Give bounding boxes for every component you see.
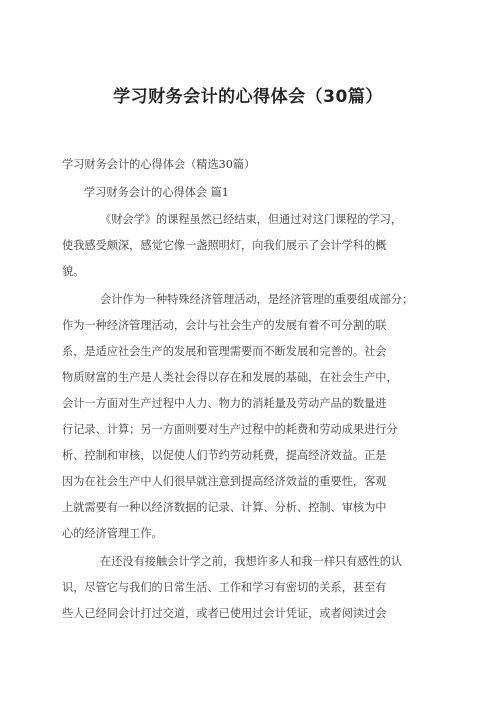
text-line: 识，尽管它与我们的日常生活、工作和学习有密切的关系，甚至有 [62, 581, 387, 594]
text-line: 些人已经同会计打过交道，或者已使用过会计凭证，或者阅读过会 [62, 607, 387, 620]
text-line: 会计作为一种特殊经济管理活动，是经济管理的重要组成部分； [100, 293, 414, 306]
text-line: 行记录、计算；另一方面则要对生产过程中的耗费和劳动成果进行分 [62, 423, 398, 436]
text-line: 上就需要有一种以经济数据的记录、计算、分析、控制、审核为中 [62, 501, 387, 514]
text-line: 作为一种经济管理活动，会计与社会生产的发展有着不可分割的联 [62, 319, 387, 332]
text-line: 会计一方面对生产过程中人力、物力的消耗量及劳动产品的数量进 [62, 397, 387, 410]
text-line: 《财会学》的课程虽然已经结束，但通过对这门课程的学习， [100, 213, 403, 226]
text-line-subtitle: 学习财务会计的心得体会（精选30篇） [62, 158, 256, 171]
text-line: 物质财富的生产是人类社会得以存在和发展的基础，在社会生产中， [62, 371, 398, 384]
text-line: 析、控制和审核，以促使人们节约劳动耗费，提高经济效益。正是 [62, 449, 387, 462]
text-line: 心的经济管理工作。 [62, 527, 163, 540]
text-line: 貌。 [62, 265, 85, 278]
text-line: 系，是适应社会生产的发展和管理需要而不断发展和完善的。社会 [62, 345, 387, 358]
text-line: 因为在社会生产中人们很早就注意到提高经济效益的重要性，客观 [62, 475, 387, 488]
document-title: 学习财务会计的心得体会（30篇） [113, 87, 383, 107]
text-line: 使我感受颇深，感觉它像一盏照明灯，向我们展示了会计学科的概 [62, 239, 387, 252]
text-line: 在还没有接触会计学之前，我想许多人和我一样只有感性的认 [100, 555, 403, 568]
text-line-section-heading: 学习财务会计的心得体会 篇1 [84, 186, 229, 199]
